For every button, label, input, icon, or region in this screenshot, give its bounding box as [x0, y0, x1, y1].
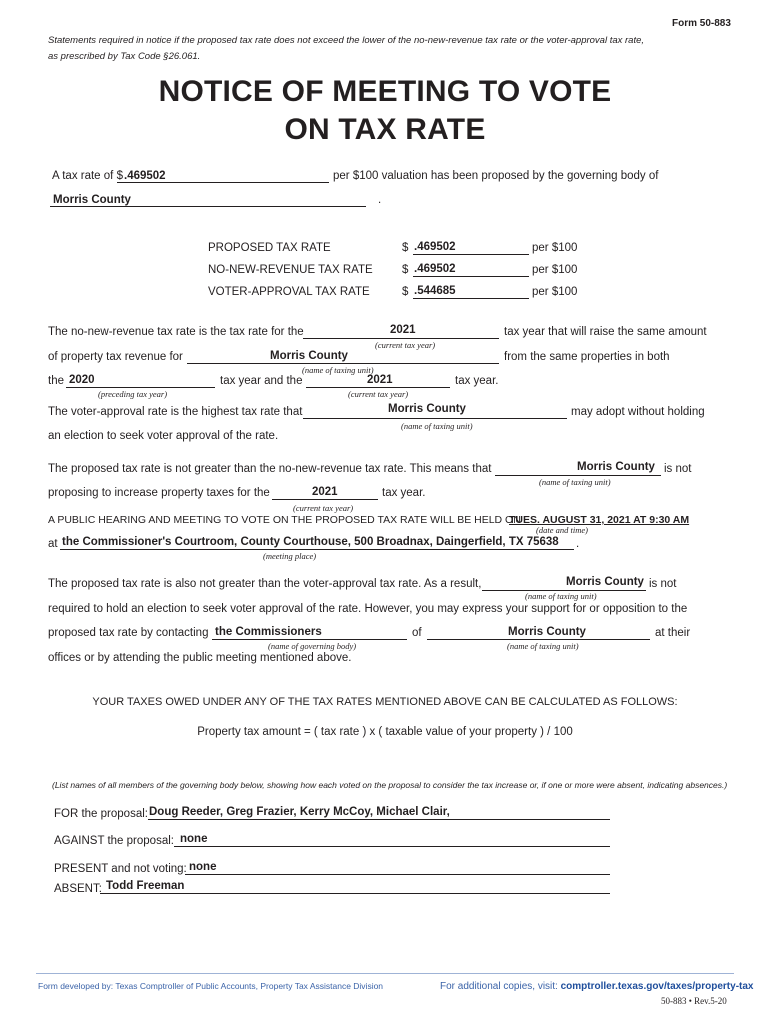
footer-revision: 50-883 • Rev.5-20 — [661, 996, 727, 1006]
nnr-prev-year-caption: (preceding tax year) — [98, 389, 168, 399]
nnr-unit-caption: (name of taxing unit) — [302, 365, 374, 375]
va-rate-unit: per $100 — [532, 286, 578, 298]
absent-line — [100, 893, 610, 894]
against-label: AGAINST the proposal: — [54, 835, 174, 847]
va-unit: Morris County — [388, 403, 466, 415]
hearing-place: the Commissioner's Courtroom, County Courthouse, 500 Broadnax, Daingerfield, TX 75638 — [62, 536, 559, 548]
title-line-2: ON TAX RATE — [284, 113, 486, 146]
footer-copies-prefix: For additional copies, visit: — [440, 981, 558, 992]
nnr-prev-year-line — [66, 387, 215, 388]
var-text-6: offices or by attending the public meeting mentioned above. — [48, 652, 352, 664]
hearing-at: at — [48, 538, 58, 550]
hearing-period: . — [576, 538, 580, 550]
nnr-text-3: of property tax revenue for — [48, 351, 183, 363]
nnr-cur-year-caption: (current tax year) — [348, 389, 409, 399]
present-line — [185, 874, 610, 875]
var-unit: Morris County — [566, 576, 644, 588]
proposed-rate-line — [413, 254, 529, 255]
nnr-year-caption: (current tax year) — [375, 340, 436, 350]
va-unit-line — [303, 418, 567, 419]
title-line-1: NOTICE OF MEETING TO VOTE — [158, 75, 612, 108]
for-value: Doug Reeder, Greg Frazier, Kerry McCoy, Michael Clair, — [149, 806, 450, 818]
hearing-place-caption: (meeting place) — [263, 551, 317, 561]
va-rate-value: .544685 — [414, 285, 456, 297]
proposed-rate-unit: per $100 — [532, 242, 578, 254]
statement-line-1: Statements required in notice if the proposed tax rate does not exceed the lower of the no-new-revenue tax rate or the voter-approval tax rate, — [48, 35, 645, 46]
va-rate-dollar: $ — [402, 286, 409, 298]
nnr-text-2: tax year that will raise the same amount — [504, 326, 707, 338]
absent-value: Todd Freeman — [106, 880, 185, 892]
nnr-text-5: the — [48, 375, 64, 387]
ng-text-3: proposing to increase property taxes for the — [48, 487, 270, 499]
footer-copies — [440, 981, 753, 992]
intro-body-line — [50, 206, 366, 207]
footer-credit: Form developed by: Texas Comptroller of Public Accounts, Property Tax Assistance Division — [38, 981, 384, 991]
intro-rate-line — [117, 182, 329, 183]
va-text-3: an election to seek voter approval of the rate. — [48, 430, 279, 442]
var-body-caption: (name of governing body) — [268, 641, 357, 651]
against-line — [174, 846, 610, 847]
proposed-rate-label: PROPOSED TAX RATE — [208, 242, 331, 254]
intro-period: . — [378, 194, 382, 206]
nnr-text-1: The no-new-revenue tax rate is the tax rate for the — [48, 326, 304, 338]
nnr-prev-year: 2020 — [69, 374, 95, 386]
nnr-rate-line — [413, 276, 529, 277]
votes-note: (List names of all members of the governing body below, showing how each voted on the proposal to consider the tax increase or, if one or more were absent, indicating absences.) — [52, 780, 728, 790]
var-text-3: required to hold an election to seek voter approval of the rate. However, you may express your support for or opposition to the — [48, 603, 688, 615]
proposed-rate-dollar: $ — [402, 242, 409, 254]
nnr-text-6: tax year and the — [220, 375, 303, 387]
ng-year-line — [272, 499, 378, 500]
calc-heading: YOUR TAXES OWED UNDER ANY OF THE TAX RATES MENTIONED ABOVE CAN BE CALCULATED AS FOLLOWS: — [92, 696, 678, 708]
absent-label: ABSENT: — [54, 883, 102, 895]
intro-prefix: A tax rate of $ — [52, 170, 123, 182]
intro-governing-body: Morris County — [53, 194, 131, 206]
nnr-cur-year-line — [306, 387, 450, 388]
nnr-unit-line — [187, 363, 499, 364]
var-body-line — [212, 639, 407, 640]
ng-unit-caption: (name of taxing unit) — [539, 477, 611, 487]
var-text-1: The proposed tax rate is also not greater than the voter-approval tax rate. As a result, — [48, 578, 482, 590]
ng-year-caption: (current tax year) — [293, 503, 354, 513]
nnr-rate-label: NO-NEW-REVENUE TAX RATE — [208, 264, 373, 276]
present-label: PRESENT and not voting: — [54, 863, 187, 875]
nnr-text-4: from the same properties in both — [504, 351, 670, 363]
nnr-year-line — [303, 338, 499, 339]
var-body: the Commissioners — [215, 626, 322, 638]
nnr-text-7: tax year. — [455, 375, 499, 387]
form-number: Form 50-883 — [672, 18, 731, 29]
intro-rate-value: .469502 — [124, 170, 166, 182]
calc-formula: Property tax amount = ( tax rate ) x ( taxable value of your property ) / 100 — [197, 726, 573, 738]
va-rate-line — [413, 298, 529, 299]
proposed-rate-value: .469502 — [414, 241, 456, 253]
var-unit-caption: (name of taxing unit) — [525, 591, 597, 601]
va-rate-label: VOTER-APPROVAL TAX RATE — [208, 286, 370, 298]
var-text-2: is not — [649, 578, 677, 590]
hearing-place-line — [60, 549, 574, 550]
ng-year: 2021 — [312, 486, 338, 498]
var-unit2: Morris County — [508, 626, 586, 638]
var-of: of — [412, 627, 422, 639]
nnr-year: 2021 — [390, 324, 416, 336]
nnr-rate-value: .469502 — [414, 263, 456, 275]
intro-suffix: per $100 valuation has been proposed by the governing body of — [333, 170, 659, 182]
nnr-cur-year: 2021 — [367, 374, 393, 386]
ng-text-2: is not — [664, 463, 692, 475]
for-line — [148, 819, 610, 820]
ng-unit-line — [495, 475, 661, 476]
nnr-unit: Morris County — [270, 350, 348, 362]
hearing-date-caption: (date and time) — [536, 525, 588, 535]
va-unit-caption: (name of taxing unit) — [401, 421, 473, 431]
present-value: none — [189, 861, 217, 873]
ng-text-4: tax year. — [382, 487, 426, 499]
nnr-rate-unit: per $100 — [532, 264, 578, 276]
var-unit2-line — [427, 639, 650, 640]
var-unit2-caption: (name of taxing unit) — [507, 641, 579, 651]
nnr-rate-dollar: $ — [402, 264, 409, 276]
footer-rule — [36, 973, 734, 974]
var-text-4: proposed tax rate by contacting — [48, 627, 209, 639]
hearing-text: A PUBLIC HEARING AND MEETING TO VOTE ON THE PROPOSED TAX RATE WILL BE HELD ON — [48, 514, 521, 526]
ng-unit: Morris County — [577, 461, 655, 473]
statement-line-2: as prescribed by Tax Code §26.061. — [48, 51, 201, 62]
ng-text-1: The proposed tax rate is not greater than the no-new-revenue tax rate. This means that — [48, 463, 492, 475]
footer-copies-link[interactable]: comptroller.texas.gov/taxes/property-tax — [560, 981, 754, 992]
va-text-1: The voter-approval rate is the highest tax rate that — [48, 406, 303, 418]
for-label: FOR the proposal: — [54, 808, 148, 820]
va-text-2: may adopt without holding — [571, 406, 705, 418]
hearing-date: TUES. AUGUST 31, 2021 AT 9:30 AM — [509, 514, 690, 526]
var-text-5: at their — [655, 627, 691, 639]
against-value: none — [180, 833, 208, 845]
